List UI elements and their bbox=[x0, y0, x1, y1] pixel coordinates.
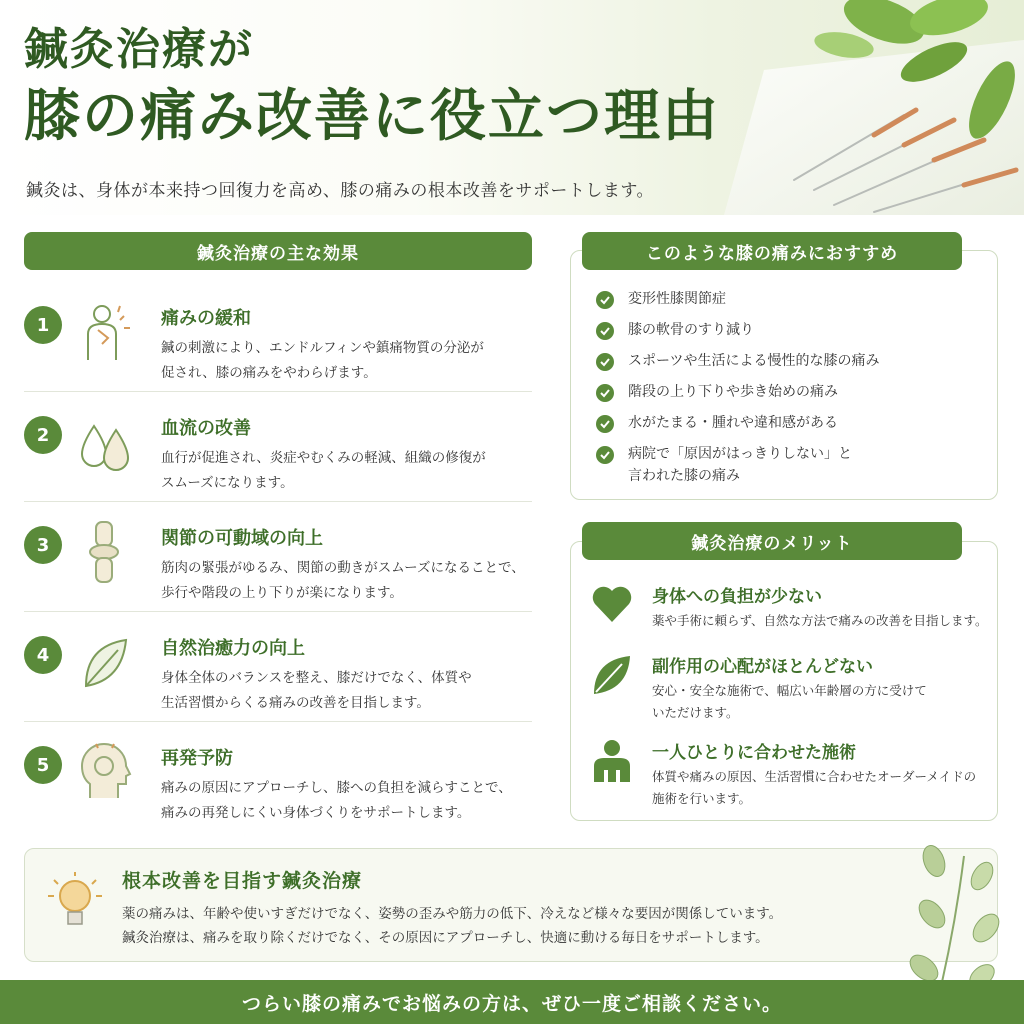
effect-title: 痛みの緩和 bbox=[161, 308, 251, 329]
effect-title: 自然治癒力の向上 bbox=[161, 638, 305, 659]
list-item bbox=[596, 319, 986, 341]
heart-icon bbox=[590, 582, 634, 626]
effect-number: 3 bbox=[24, 526, 62, 564]
list-item-text: 膝の軟骨のすり減り bbox=[628, 322, 754, 338]
page-title-line1: 鍼灸治療が bbox=[24, 24, 254, 75]
list-item bbox=[596, 381, 986, 403]
effect-number: 2 bbox=[24, 416, 62, 454]
effect-description: 筋肉の緊張がゆるみ、関節の動きがスムーズになることで、 歩行や階段の上り下りが楽になります。 bbox=[161, 560, 525, 601]
check-icon bbox=[596, 415, 614, 433]
effect-description: 血行が促進され、炎症やむくみの軽減、組織の修復が スムーズになります。 bbox=[161, 450, 486, 491]
merit-title: 副作用の心配がほとんどない bbox=[652, 657, 873, 677]
recommend-header: このような膝の痛みにおすすめ bbox=[582, 232, 962, 270]
effect-description: 痛みの原因にアプローチし、膝への負担を減らすことで、 痛みの再発しにくい身体づくりをサポートします。 bbox=[161, 780, 512, 821]
check-icon bbox=[596, 322, 614, 340]
effect-item bbox=[24, 392, 532, 502]
check-icon bbox=[596, 446, 614, 464]
recommend-list bbox=[596, 288, 986, 496]
effect-title: 血流の改善 bbox=[161, 418, 251, 439]
leaf-icon bbox=[78, 630, 132, 694]
effect-number: 1 bbox=[24, 306, 62, 344]
list-item-text: 病院で「原因がはっきりしない」と 言われた膝の痛み bbox=[628, 446, 852, 484]
footer-cta-banner: つらい膝の痛みでお悩みの方は、ぜひ一度ご相談ください。 bbox=[0, 980, 1024, 1024]
list-item bbox=[596, 350, 986, 372]
list-item bbox=[596, 443, 986, 487]
effect-item bbox=[24, 612, 532, 722]
page-title-line2: 膝の痛み改善に役立つ理由 bbox=[24, 83, 720, 149]
effect-title: 再発予防 bbox=[161, 748, 233, 769]
merits-header: 鍼灸治療のメリット bbox=[582, 522, 962, 560]
list-item-text: 階段の上り下りや歩き始めの痛み bbox=[628, 384, 838, 400]
hero-lead-text: 鍼灸は、身体が本来持つ回復力を高め、膝の痛みの根本改善をサポートします。 bbox=[26, 181, 654, 201]
merit-description: 安心・安全な施術で、幅広い年齢層の方に受けて いただけます。 bbox=[652, 683, 927, 720]
list-item bbox=[596, 412, 986, 434]
effects-header: 鍼灸治療の主な効果 bbox=[24, 232, 532, 270]
page-title bbox=[24, 24, 720, 149]
merit-item bbox=[590, 738, 990, 818]
list-item-text: 水がたまる・腫れや違和感がある bbox=[628, 415, 838, 431]
effect-description: 身体全体のバランスを整え、膝だけでなく、体質や 生活習慣からくる痛みの改善を目指します。 bbox=[161, 670, 472, 711]
effect-title: 関節の可動域の向上 bbox=[161, 528, 323, 549]
lightbulb-icon bbox=[46, 868, 104, 940]
effect-item bbox=[24, 282, 532, 392]
list-item bbox=[596, 288, 986, 310]
effect-item bbox=[24, 722, 532, 832]
root-cause-title: 根本改善を目指す鍼灸治療 bbox=[122, 870, 363, 892]
merit-description: 薬や手術に頼らず、自然な方法で痛みの改善を目指します。 bbox=[652, 613, 988, 628]
root-cause-text: 薬の痛みは、年齢や使いすぎだけでなく、姿勢の歪みや筋力の低下、冷えなど様々な要因が関係しています。 鍼灸治療は、痛みを取り除くだけでなく、その原因にアプローチし、快適に動ける毎日をサポートします。 bbox=[122, 906, 783, 946]
list-item-text: スポーツや生活による慢性的な膝の痛み bbox=[628, 353, 880, 369]
effect-description: 鍼の刺激により、エンドルフィンや鎮痛物質の分泌が 促され、膝の痛みをやわらげます。 bbox=[161, 340, 484, 381]
merit-item bbox=[590, 582, 990, 662]
person-pain-icon bbox=[78, 300, 132, 364]
check-icon bbox=[596, 384, 614, 402]
water-drops-icon bbox=[78, 410, 132, 474]
merit-title: 一人ひとりに合わせた施術 bbox=[652, 743, 856, 763]
effect-number: 4 bbox=[24, 636, 62, 674]
check-icon bbox=[596, 291, 614, 309]
merit-title: 身体への負担が少ない bbox=[652, 587, 822, 607]
knee-joint-icon bbox=[78, 520, 132, 584]
leaf-icon bbox=[590, 652, 634, 696]
head-brain-icon bbox=[78, 740, 132, 804]
person-icon bbox=[590, 738, 634, 782]
merit-description: 体質や痛みの原因、生活習慣に合わせたオーダーメイドの 施術を行います。 bbox=[652, 769, 977, 806]
list-item-text: 変形性膝関節症 bbox=[628, 291, 726, 307]
effect-item bbox=[24, 502, 532, 612]
check-icon bbox=[596, 353, 614, 371]
acupuncture-needles-illustration bbox=[724, 0, 1024, 215]
effect-number: 5 bbox=[24, 746, 62, 784]
hero-banner bbox=[0, 0, 1024, 215]
effects-section bbox=[24, 232, 532, 832]
merit-item bbox=[590, 652, 990, 732]
